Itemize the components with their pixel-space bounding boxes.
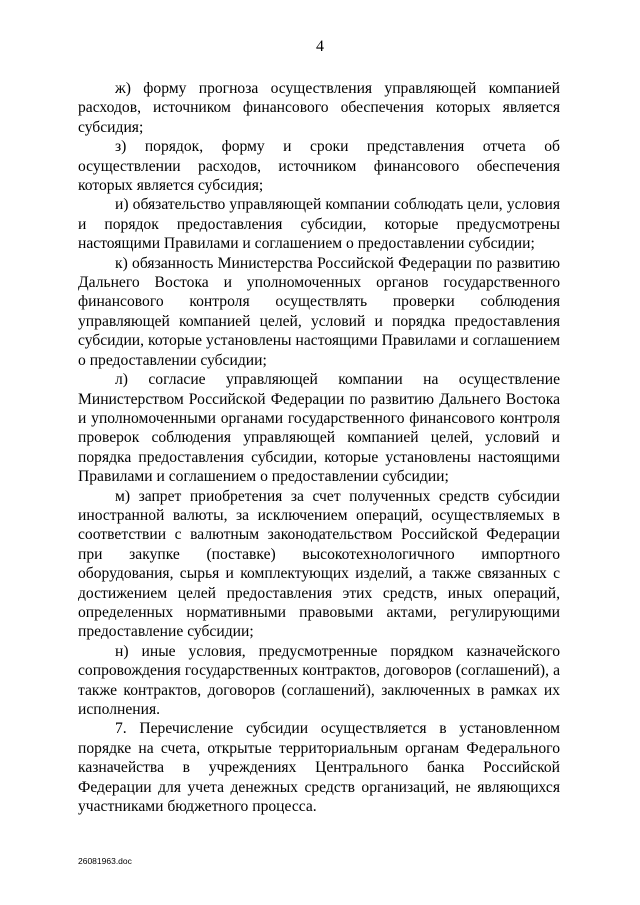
page-number: 4 [316,38,324,55]
document-body [78,79,560,816]
paragraph-7: 7. Перечисление субсидии осуществляется в установленном порядке на счета, открытые территориальным органам Федерального казначейства в учреждениях Центрального банка Российской Федерации для учета денежных средств организаций, не являющихся участниками бюджетного процесса. [78,720,560,816]
paragraph-k: к) обязанность Министерства Российской Федерации по развитию Дальнего Востока и уполномоченных органов государственного финансового контроля осуществлять проверки соблюдения управляющей компанией целей, условий и порядка предоставления субсидии, которые установлены настоящими Правилами и соглашением о предоставлении субсидии; [78,254,560,369]
paragraph-z: з) порядок, форму и сроки представления отчета об осуществлении расходов, источником финансового обеспечения которых является субсидия; [78,138,560,195]
paragraph-i: и) обязательство управляющей компании соблюдать цели, условия и порядок предоставления субсидии, которые предусмотрены настоящими Правилами и соглашением о предоставлении субсидии; [78,196,560,253]
paragraph-n: н) иные условия, предусмотренные порядком казначейского сопровождения государственных контрактов, договоров (соглашений), а также контрактов, договоров (соглашений), заключенных в рамках их исполнения. [78,642,560,718]
paragraph-m: м) запрет приобретения за счет полученных средств субсидии иностранной валюты, за исключением операций, осуществляемых в соответствии с валютным законодательством Российской Федерации при закупке (поставке) высокотехнологичного импортного оборудования, сырья и комплектующих изделий, а также связанных с достижением целей предоставления этих средств, иных операций, определенных нормативными правовыми актами, регулирующими предоставление субсидии; [78,487,560,641]
paragraph-l: л) согласие управляющей компании на осуществление Министерством Российской Федерации по развитию Дальнего Востока и уполномоченными органами государственного финансового контроля проверок соблюдения управляющей компанией целей, условий и порядка предоставления субсидии, которые установлены настоящими Правилами и соглашением о предоставлении субсидии; [78,371,560,486]
footer-filename: 26081963.doc [78,856,132,866]
paragraph-zh: ж) форму прогноза осуществления управляющей компанией расходов, источником финансового обеспечения которых является субсидия; [78,80,560,136]
